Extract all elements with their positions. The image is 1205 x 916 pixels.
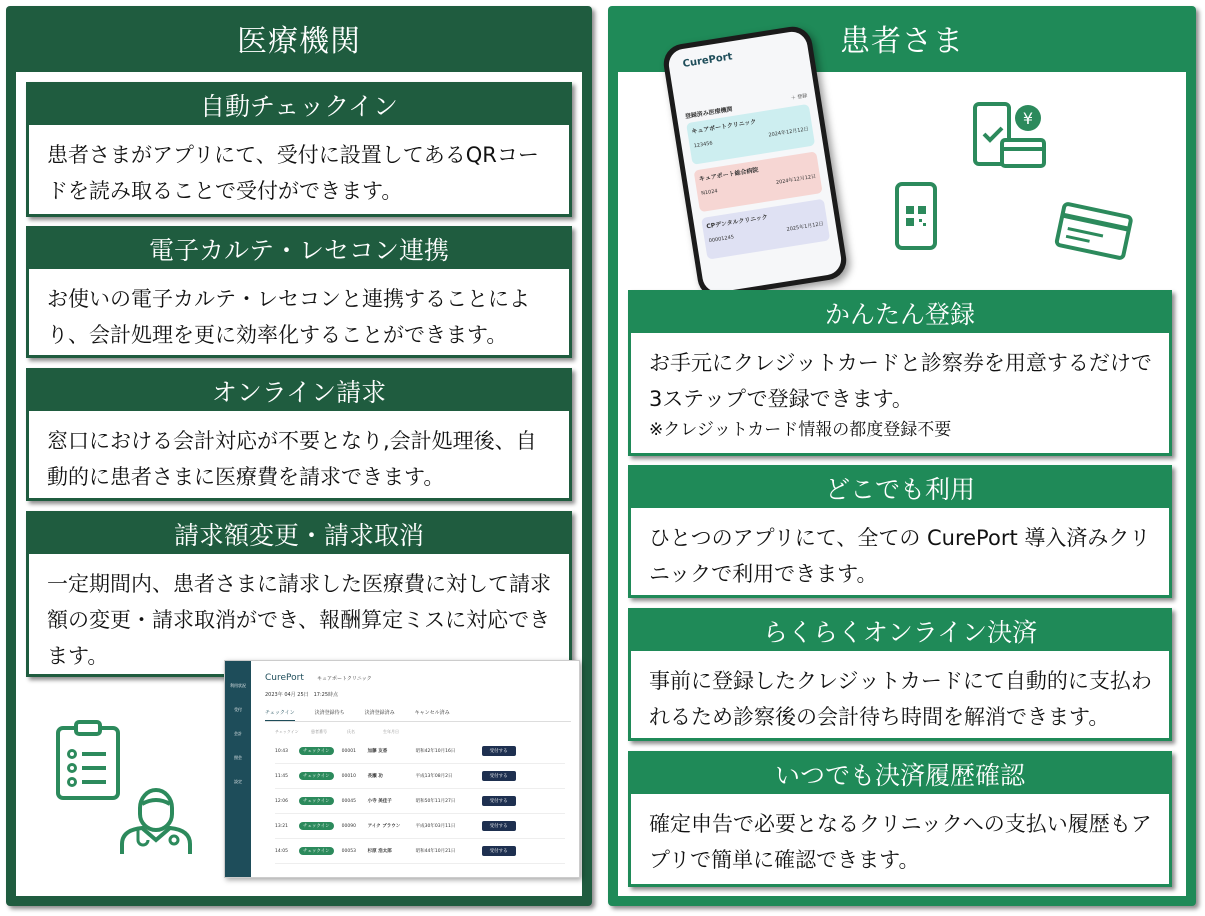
panel-title: 患者さま (840, 24, 964, 59)
dashboard-table-header (275, 729, 475, 735)
clinic-date: 2025年1月12日 (786, 221, 825, 233)
phone-section-title: 登録済み医療機関 (684, 105, 734, 121)
dashboard-screenshot (224, 660, 580, 878)
qr-phone-icon (894, 182, 938, 250)
row-time: 11:45 (275, 773, 288, 779)
row-dob: 昭和42年10月16日 (415, 749, 456, 754)
feature-card-online-billing (26, 368, 572, 501)
card-title: 請求額変更・請求取消 (29, 514, 569, 554)
row-status-badge: チェックイン (299, 847, 334, 855)
row-dob: 昭和50年11月27日 (415, 799, 456, 804)
row-status-badge: チェックイン (299, 797, 334, 805)
row-time: 10:43 (275, 748, 288, 754)
feature-card-billing-change (26, 511, 572, 677)
dashboard-table (275, 739, 565, 864)
card-title: らくらくオンライン決済 (631, 611, 1169, 651)
feature-card-emr-link (26, 226, 572, 358)
card-title: かんたん登録 (631, 293, 1169, 333)
row-patient-id: 00053 (341, 848, 356, 854)
row-action-button[interactable]: 受付する (482, 746, 516, 756)
row-name: 長瀬 功 (367, 774, 383, 779)
card-text: 一定期間内、患者さまに請求した医療費に対して請求額の変更・請求取消ができ、報酬算定ミスに対応できます。 (47, 572, 551, 668)
dashboard-nav-item[interactable]: 設定 (234, 779, 242, 784)
row-name: 杉原 浩太郎 (367, 849, 392, 854)
card-text: お使いの電子カルテ・レセコンと連携することにより、会計処理を更に効率化することができます。 (47, 287, 530, 347)
clinic-date: 2024年12月12日 (775, 173, 817, 186)
table-row (275, 739, 565, 764)
feature-card-online-payment (628, 608, 1172, 741)
panel-title: 医療機関 (237, 24, 361, 59)
row-time: 14:05 (275, 848, 288, 854)
dashboard-nav-item[interactable]: 会計 (234, 731, 242, 736)
clinic-name: キュアポートクリニック (690, 118, 757, 136)
row-dob: 昭和44年10月21日 (415, 849, 456, 854)
row-patient-id: 00001 (341, 748, 356, 754)
row-action-button[interactable]: 受付する (482, 796, 516, 806)
card-text: 確定申告で必要となるクリニックへの支払い履歴もアプリで簡単に確認できます。 (649, 812, 1152, 872)
table-row (275, 764, 565, 789)
card-title: いつでも決済履歴確認 (631, 754, 1169, 794)
phone-clinic-list (686, 104, 831, 266)
dashboard-nav-item[interactable]: 利用状況 (230, 683, 246, 688)
dashboard-tab[interactable]: チェックイン (265, 709, 295, 721)
dashboard-tabs (265, 709, 571, 722)
card-text: ひとつのアプリにて、全ての CurePort 導入済みクリニックで利用できます。 (649, 526, 1151, 586)
row-time: 12:06 (275, 798, 288, 804)
clinic-name: CPデンタルクリニック (706, 213, 769, 231)
dashboard-date: 2023年 04月 25日 17:25時点 (265, 692, 339, 698)
row-patient-id: 00045 (341, 798, 356, 804)
row-action-button[interactable]: 受付する (482, 821, 516, 831)
row-patient-id: 00090 (341, 823, 356, 829)
dashboard-logo: CurePort (265, 673, 304, 683)
clinic-date: 2024年12月12日 (768, 126, 810, 139)
svg-text:¥: ¥ (1022, 109, 1034, 128)
row-name: 加藤 友香 (367, 749, 388, 754)
dashboard-nav-item[interactable]: 照会 (234, 755, 242, 760)
phone-brand: CurePort (682, 51, 734, 71)
row-action-button[interactable]: 受付する (482, 846, 516, 856)
feature-card-auto-checkin (26, 82, 572, 217)
card-text: 窓口における会計対応が不要となり,会計処理後、自動的に患者さまに医療費を請求できます。 (47, 429, 537, 489)
dashboard-tab[interactable]: 決済登録済み (364, 710, 395, 716)
dashboard-tab[interactable]: 決済登録待ち (314, 710, 345, 716)
card-title: 電子カルテ・レセコン連携 (29, 229, 569, 269)
card-title: オンライン請求 (29, 371, 569, 411)
table-row (275, 814, 565, 839)
card-text: お手元にクレジットカードと診察券を用意するだけで3ステップで登録できます。 (649, 351, 1152, 411)
card-text: 事前に登録したクレジットカードにて自動的に支払われるため診察後の会計待ち時間を解消できます。 (649, 669, 1152, 729)
dashboard-column-header: チェックイン (275, 729, 299, 734)
dashboard-column-header: 生年月日 (383, 729, 399, 734)
row-action-button[interactable]: 受付する (482, 771, 516, 781)
card-text: 患者さまがアプリにて、受付に設置してあるQRコードを読み取ることで受付ができます。 (47, 143, 539, 203)
row-dob: 平成30年03月11日 (415, 824, 456, 829)
row-patient-id: 00010 (341, 773, 356, 779)
clinic-name: キュアポート総合病院 (698, 166, 759, 183)
clipboard-checklist-icon (54, 720, 122, 800)
feature-card-payment-history (628, 751, 1172, 887)
phone-add-button[interactable]: ＋ 登録 (790, 93, 808, 102)
mobile-payment-icon (972, 102, 1048, 170)
clinic-patient-id: 123456 (693, 140, 714, 150)
row-status-badge: チェックイン (299, 747, 334, 755)
row-status-badge: チェックイン (299, 772, 334, 780)
credit-card-icon (1054, 198, 1134, 262)
row-time: 13:21 (275, 823, 288, 829)
feature-card-use-anywhere (628, 465, 1172, 598)
dashboard-tab[interactable]: キャンセル済み (414, 710, 450, 716)
card-note: ※クレジットカード情報の都度登録不要 (649, 420, 952, 440)
clinic-patient-id: 00001245 (708, 234, 735, 245)
dashboard-nav (225, 671, 251, 791)
dashboard-clinic-name: キュアポートクリニック (317, 676, 372, 682)
row-status-badge: チェックイン (299, 822, 334, 830)
dashboard-column-header: 患者番号 (311, 729, 327, 734)
medical-panel (6, 6, 592, 906)
table-row (275, 789, 565, 814)
card-title: どこでも利用 (631, 468, 1169, 508)
clinic-patient-id: N1024 (700, 188, 719, 197)
card-title: 自動チェックイン (29, 85, 569, 125)
row-dob: 平成13年08月2日 (415, 774, 453, 779)
dashboard-column-header: 氏名 (347, 729, 355, 734)
patient-panel (608, 6, 1196, 906)
row-name: 小寺 美佳子 (367, 799, 392, 804)
feature-card-easy-registration (628, 290, 1172, 456)
doctor-icon (116, 786, 196, 856)
row-name: アイク ブラウン (367, 824, 401, 829)
table-row (275, 839, 565, 864)
dashboard-nav-item[interactable]: 受付 (234, 707, 242, 712)
